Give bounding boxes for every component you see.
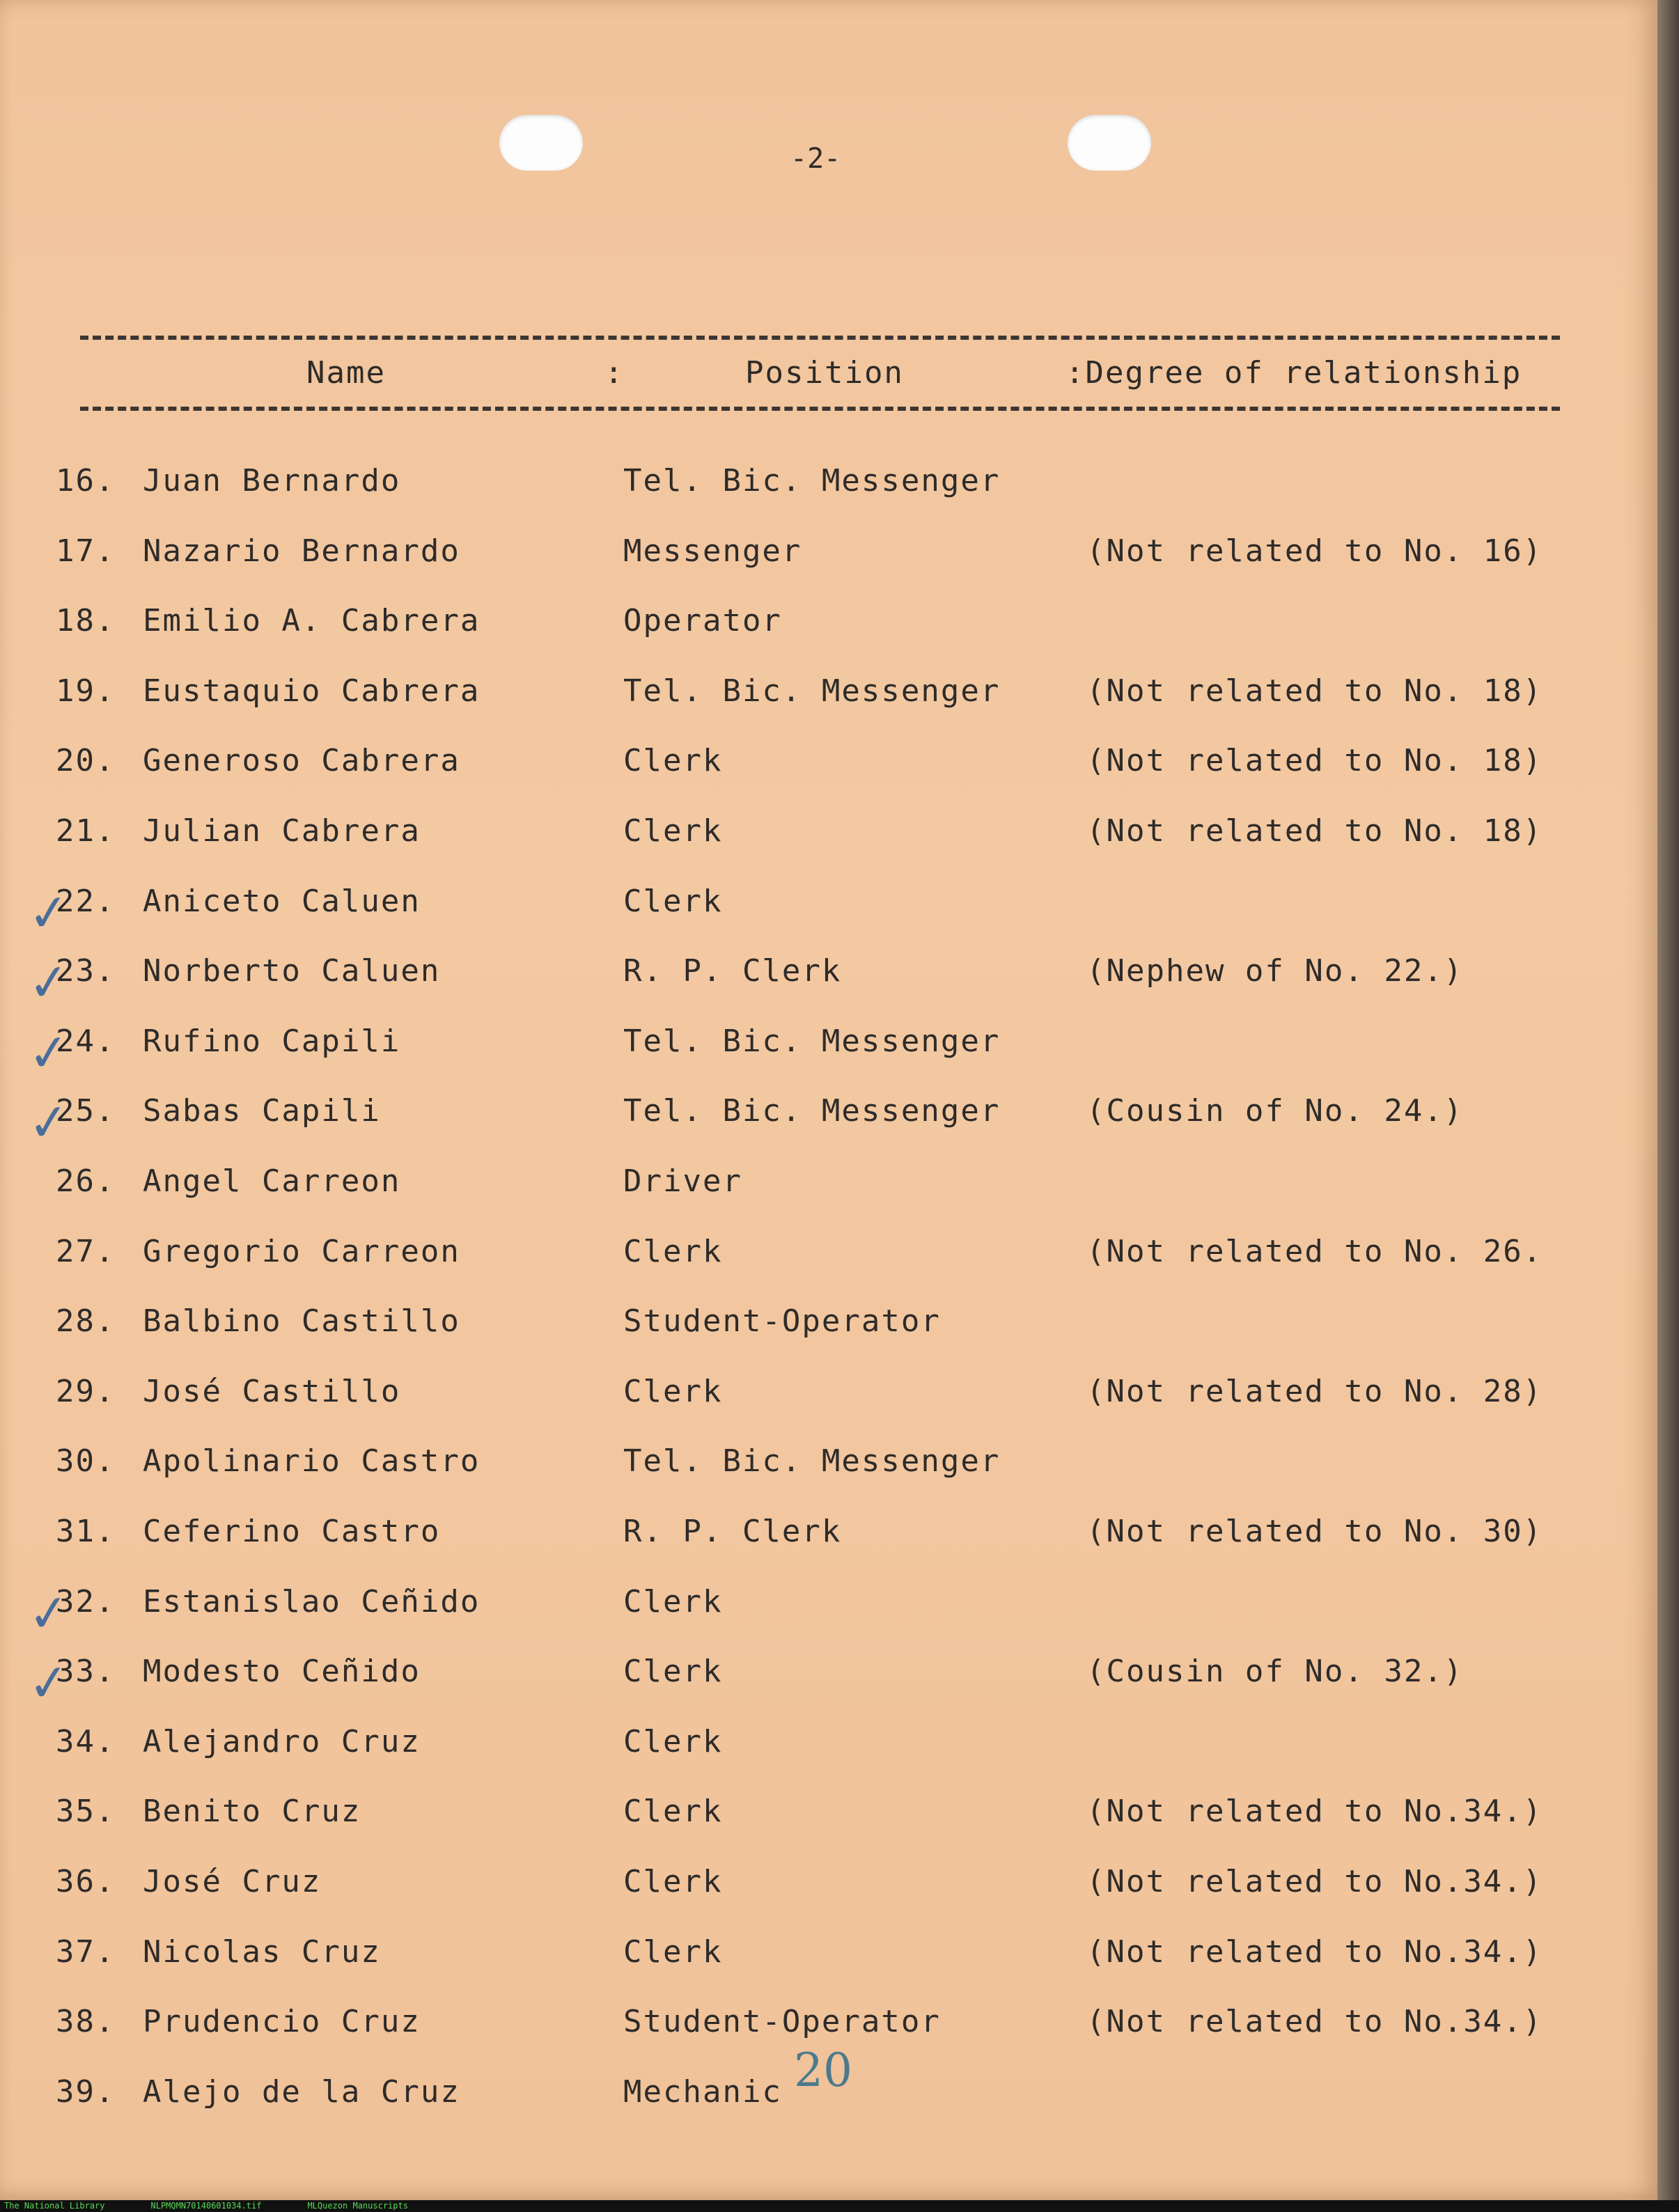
entry-position: Tel. Bic. Messenger — [623, 673, 1001, 709]
list-item — [0, 1794, 1657, 1835]
entry-name: Modesto Ceñido — [143, 1654, 421, 1689]
entry-number: 37. — [56, 1934, 116, 1970]
list-item — [0, 1582, 1657, 1645]
entry-relationship: (Cousin of No. 32.) — [1086, 1654, 1464, 1689]
header-colon: : — [604, 355, 625, 391]
entry-position: Clerk — [623, 813, 723, 849]
page-number: -2- — [790, 143, 841, 175]
entry-number: 18. — [56, 603, 116, 638]
entry-relationship: (Not related to No.34.) — [1086, 1864, 1543, 1899]
entry-relationship: (Not related to No. 18) — [1086, 673, 1543, 709]
entry-relationship: (Not related to No.34.) — [1086, 1934, 1543, 1970]
entry-number: 23. — [56, 953, 116, 989]
page-stamp-number: 20 — [794, 2044, 852, 2097]
check-mark-icon: ✓ — [24, 951, 73, 1014]
entry-name: Aniceto Caluen — [143, 884, 421, 919]
list-item — [0, 1514, 1657, 1555]
entry-relationship: (Not related to No. 18) — [1086, 813, 1543, 849]
list-item — [0, 1234, 1657, 1276]
list-item — [0, 1864, 1657, 1906]
list-item — [0, 2004, 1657, 2046]
check-mark-icon: ✓ — [24, 1021, 73, 1084]
entry-name: Estanislao Ceñido — [143, 1584, 481, 1619]
entry-position: Operator — [623, 603, 782, 638]
entry-number: 19. — [56, 673, 116, 709]
entry-number: 27. — [56, 1234, 116, 1269]
header-bottom-rule — [80, 407, 1560, 411]
footer-collection: MLQuezon Manuscripts — [307, 2201, 408, 2211]
list-item — [0, 1303, 1657, 1345]
header-position: Position — [745, 355, 904, 391]
entry-name: Emilio A. Cabrera — [143, 603, 481, 638]
entry-name: Alejandro Cruz — [143, 1724, 421, 1759]
entry-number: 20. — [56, 743, 116, 778]
list-item — [0, 1091, 1657, 1154]
list-item — [0, 1724, 1657, 1766]
entry-position: Tel. Bic. Messenger — [623, 1093, 1001, 1129]
footer-file: NLPMQMN70140601034.tif — [150, 2201, 262, 2211]
list-item — [0, 1163, 1657, 1205]
check-mark-icon: ✓ — [24, 1652, 73, 1714]
entry-position: R. P. Clerk — [623, 1514, 842, 1549]
punch-hole-left — [499, 115, 583, 171]
entry-relationship: (Not related to No. 28) — [1086, 1374, 1543, 1409]
entry-position: Messenger — [623, 533, 802, 569]
entry-name: Prudencio Cruz — [143, 2004, 421, 2039]
header-relationship: :Degree of relationship — [1065, 355, 1522, 391]
entry-position: Student-Operator — [623, 2004, 941, 2039]
entry-relationship: (Nephew of No. 22.) — [1086, 953, 1464, 989]
header-name: Name — [306, 355, 386, 391]
scan-footer — [0, 2200, 1679, 2212]
punch-hole-right — [1068, 115, 1151, 171]
entry-position: Clerk — [623, 1864, 723, 1899]
entry-name: Apolinario Castro — [143, 1443, 481, 1479]
entry-number: 26. — [56, 1163, 116, 1199]
entry-number: 39. — [56, 2074, 116, 2110]
entry-name: José Cruz — [143, 1864, 322, 1899]
entry-number: 30. — [56, 1443, 116, 1479]
entry-name: Rufino Capili — [143, 1023, 401, 1059]
entry-number: 33. — [56, 1654, 116, 1689]
entry-relationship: (Not related to No. 18) — [1086, 743, 1543, 778]
list-item — [0, 881, 1657, 944]
entry-number: 35. — [56, 1794, 116, 1829]
entry-name: Norberto Caluen — [143, 953, 441, 989]
entry-position: Tel. Bic. Messenger — [623, 463, 1001, 499]
list-item — [0, 1934, 1657, 1976]
entry-number: 29. — [56, 1374, 116, 1409]
entry-position: Tel. Bic. Messenger — [623, 1443, 1001, 1479]
entry-position: Clerk — [623, 1724, 723, 1759]
entry-relationship: (Not related to No. 16) — [1086, 533, 1543, 569]
check-mark-icon: ✓ — [24, 1091, 73, 1154]
list-item — [0, 1021, 1657, 1084]
entry-number: 22. — [56, 884, 116, 919]
entry-relationship: (Cousin of No. 24.) — [1086, 1093, 1464, 1129]
entry-position: Mechanic — [623, 2074, 782, 2110]
entry-number: 38. — [56, 2004, 116, 2039]
entry-position: Clerk — [623, 1654, 723, 1689]
entry-number: 21. — [56, 813, 116, 849]
entry-name: Sabas Capili — [143, 1093, 381, 1129]
entry-position: Tel. Bic. Messenger — [623, 1023, 1001, 1059]
list-item — [0, 463, 1657, 505]
entry-number: 17. — [56, 533, 116, 569]
list-item — [0, 1652, 1657, 1714]
entry-number: 16. — [56, 463, 116, 499]
entry-position: Clerk — [623, 884, 723, 919]
entry-name: Nazario Bernardo — [143, 533, 460, 569]
check-mark-icon: ✓ — [24, 1582, 73, 1645]
entry-number: 28. — [56, 1303, 116, 1339]
check-mark-icon: ✓ — [24, 881, 73, 944]
entry-number: 25. — [56, 1093, 116, 1129]
entry-name: Benito Cruz — [143, 1794, 361, 1829]
entry-name: Nicolas Cruz — [143, 1934, 381, 1970]
list-item — [0, 673, 1657, 715]
entry-position: Clerk — [623, 1234, 723, 1269]
header-top-rule — [80, 336, 1560, 340]
entry-name: José Castillo — [143, 1374, 401, 1409]
entry-name: Alejo de la Cruz — [143, 2074, 460, 2110]
footer-library: The National Library — [4, 2201, 105, 2211]
entry-name: Generoso Cabrera — [143, 743, 460, 778]
entry-name: Angel Carreon — [143, 1163, 401, 1199]
entry-relationship: (Not related to No.34.) — [1086, 2004, 1543, 2039]
entry-position: Driver — [623, 1163, 742, 1199]
entry-position: Clerk — [623, 1934, 723, 1970]
list-item — [0, 951, 1657, 1014]
entry-name: Eustaquio Cabrera — [143, 673, 481, 709]
entry-relationship: (Not related to No. 30) — [1086, 1514, 1543, 1549]
entry-number: 24. — [56, 1023, 116, 1059]
entry-number: 34. — [56, 1724, 116, 1759]
entry-relationship: (Not related to No.34.) — [1086, 1794, 1543, 1829]
list-item — [0, 813, 1657, 855]
entry-number: 31. — [56, 1514, 116, 1549]
list-item — [0, 743, 1657, 785]
entry-position: Clerk — [623, 1584, 723, 1619]
entry-position: Clerk — [623, 1794, 723, 1829]
entry-position: R. P. Clerk — [623, 953, 842, 989]
list-item — [0, 603, 1657, 645]
entry-name: Gregorio Carreon — [143, 1234, 460, 1269]
entry-position: Clerk — [623, 1374, 723, 1409]
entry-number: 36. — [56, 1864, 116, 1899]
list-item — [0, 533, 1657, 575]
entry-position: Student-Operator — [623, 1303, 941, 1339]
entry-name: Juan Bernardo — [143, 463, 401, 499]
entry-name: Balbino Castillo — [143, 1303, 460, 1339]
entry-position: Clerk — [623, 743, 723, 778]
scan-edge — [1657, 0, 1679, 2200]
entry-relationship: (Not related to No. 26. — [1086, 1234, 1543, 1269]
entry-name: Julian Cabrera — [143, 813, 421, 849]
entry-number: 32. — [56, 1584, 116, 1619]
list-item — [0, 1443, 1657, 1485]
entry-name: Ceferino Castro — [143, 1514, 441, 1549]
list-item — [0, 1374, 1657, 1415]
